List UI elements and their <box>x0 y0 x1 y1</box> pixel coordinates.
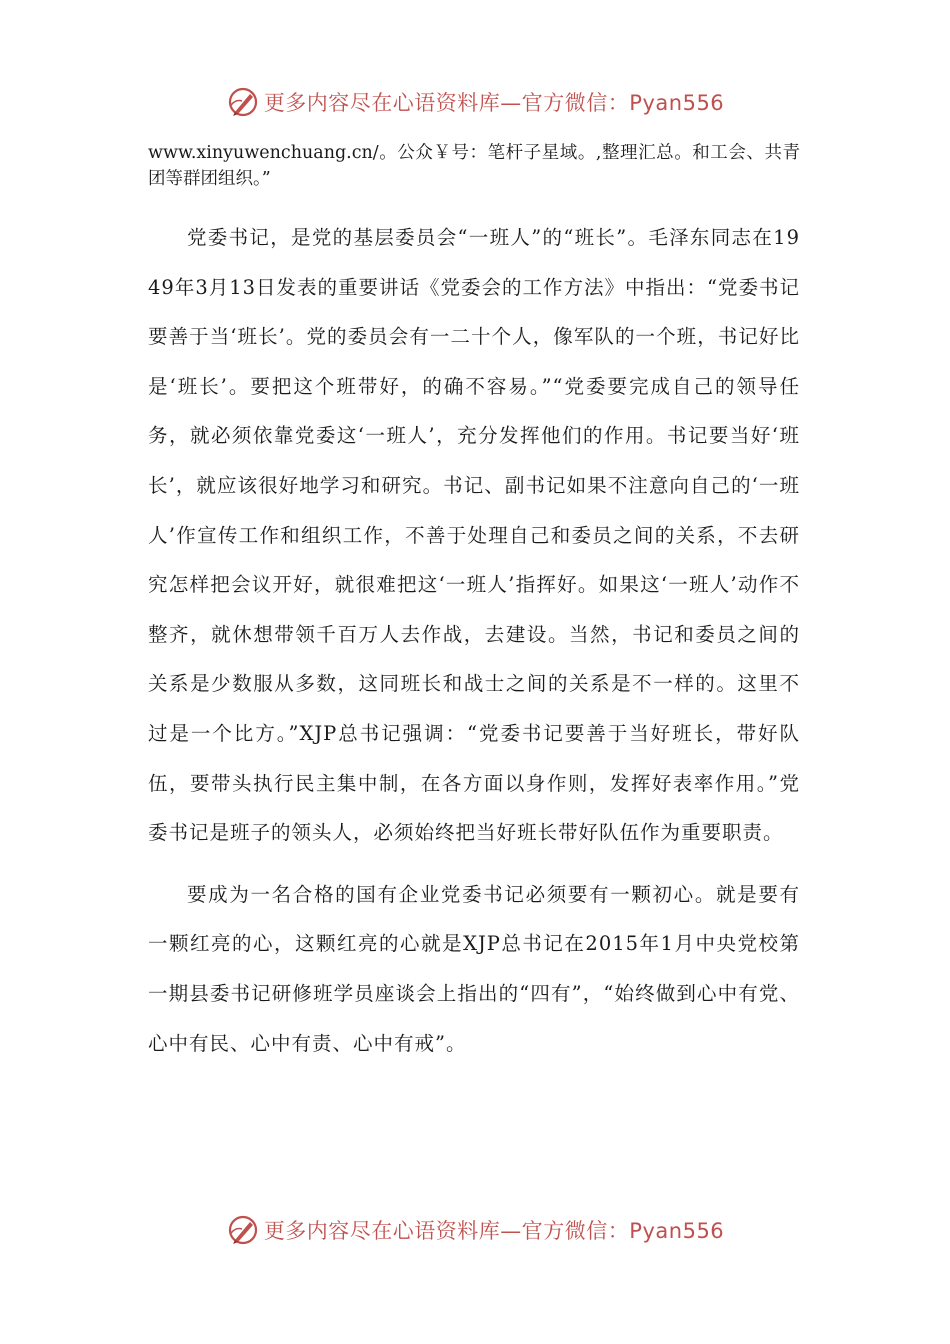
footer-banner <box>0 1210 950 1250</box>
lead-text: www.xinyuwenchuang.cn/。公众￥号：笔杆子星域。,整理汇总。和工会、共青团等群团组织。” <box>148 143 800 189</box>
pen-logo-icon <box>226 85 260 119</box>
pen-logo-icon <box>226 1213 260 1247</box>
header-banner-text: 更多内容尽在心语资料库—官方微信：Pyan556 <box>263 91 725 115</box>
footer-banner-text: 更多内容尽在心语资料库—官方微信：Pyan556 <box>263 1219 725 1243</box>
paragraph: 要成为一名合格的国有企业党委书记必须要有一颗初心。就是要有一颗红亮的心，这颗红亮的心就是XJP总书记在2015年1月中央党校第一期县委书记研修班学员座谈会上指出的“四有”，“始终做到心中有党、心中有民、心中有责、心中有戒”。 <box>148 882 800 1055</box>
paragraph: 党委书记，是党的基层委员会“一班人”的“班长”。毛泽东同志在1949年3月13日发表的重要讲话《党委会的工作方法》中指出：“党委书记要善于当‘班长’。党的委员会有一二十个人，像军队的一个班，书记好比是‘班长’。要把这个班带好，的确不容易。”“党委要完成自己的领导任务，就必须依靠党委这‘一班人’，充分发挥他们的作用。书记要当好‘班长’，就应该很好地学习和研究。书记、副书记如果不注意向自己的‘一班人’作宣传工作和组织工作，不善于处理自己和委员之间的关系，不去研究怎样把会议开好，就很难把这‘一班人’指挥好。如果这‘一班人’动作不整齐，就休想带领千百万人去作战，去建设。当然，书记和委员之间的关系是少数服从多数，这同班长和战士之间的关系是不一样的。这里不过是一个比方。”XJP总书记强调：“党委书记要善于当好班长，带好队伍，要带头执行民主集中制，在各方面以身作则，发挥好表率作用。”党委书记是班子的领头人，必须始终把当好班长带好队伍作为重要职责。 <box>148 226 801 845</box>
document-body <box>148 140 800 1068</box>
header-banner <box>0 82 950 122</box>
